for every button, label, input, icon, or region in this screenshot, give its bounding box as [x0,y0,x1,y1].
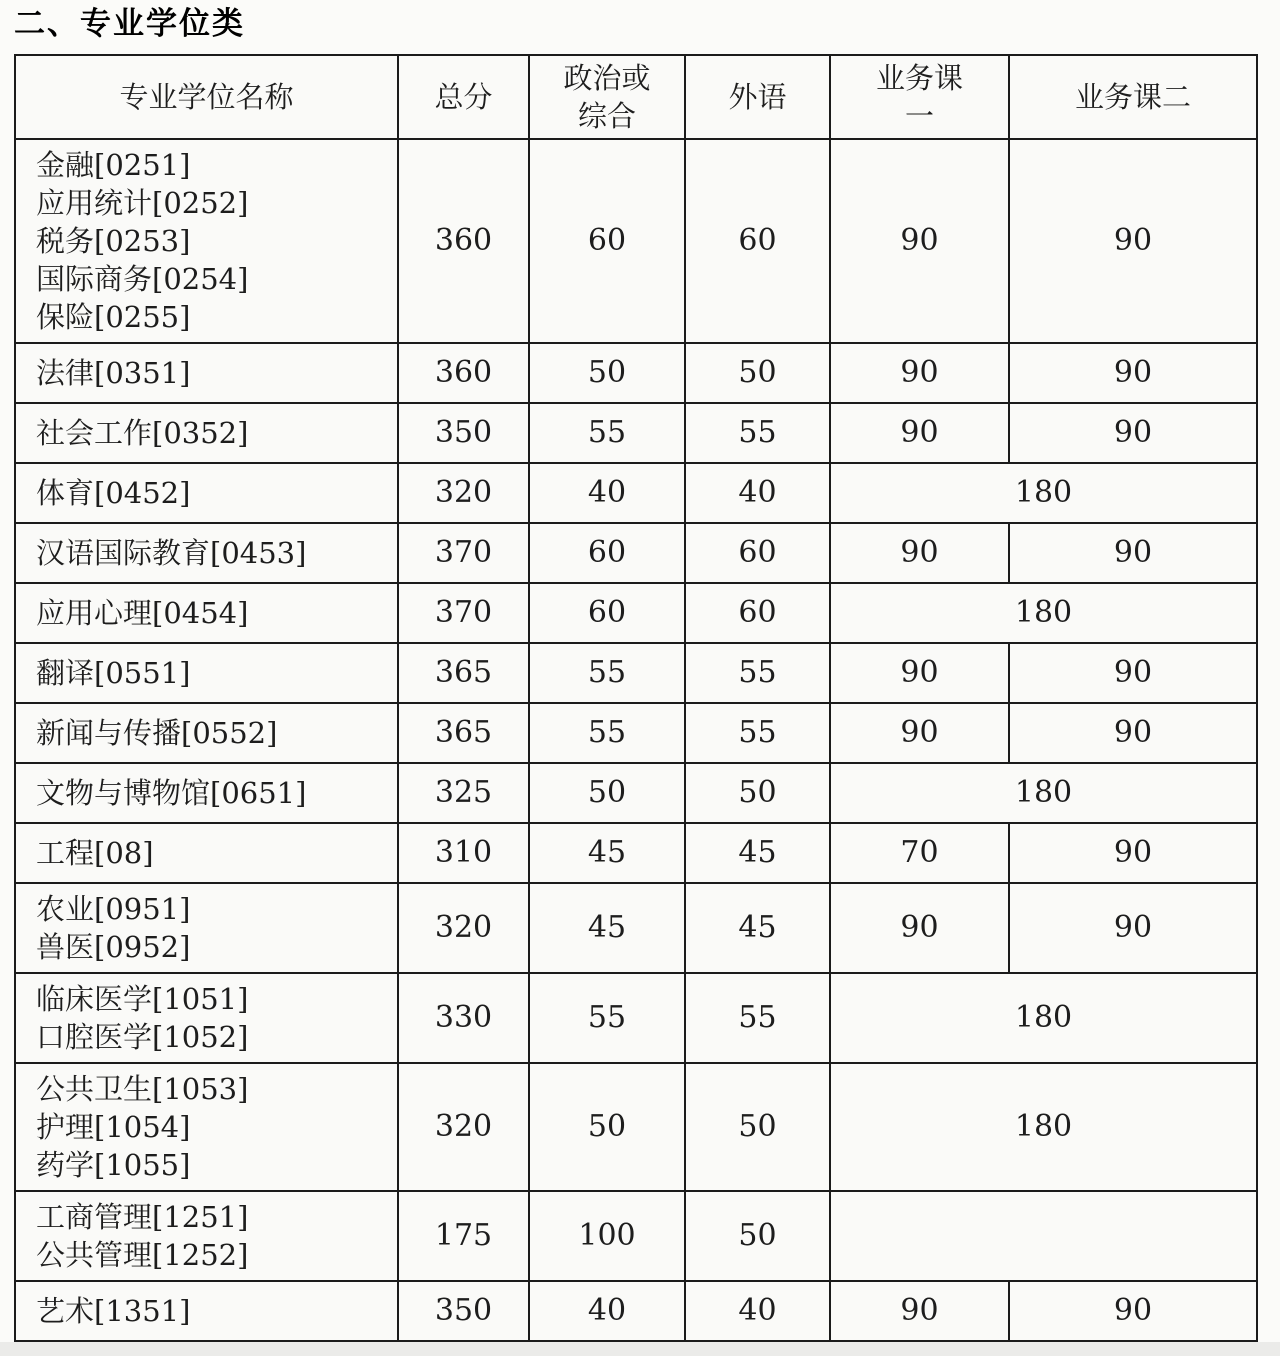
table-row [15,823,1257,883]
degree-name: 工商管理[1251] [36,1200,249,1234]
course1-cell: 90 [830,1281,1009,1341]
total-score-cell: 320 [398,463,529,523]
degree-name-cell [15,1063,398,1191]
total-score-cell: 330 [398,973,529,1063]
politics-or-comprehensive-cell: 50 [529,343,685,403]
degree-name: 农业[0951] [36,892,191,926]
politics-or-comprehensive-cell: 60 [529,583,685,643]
foreign-language-cell: 40 [685,1281,830,1341]
politics-or-comprehensive-cell: 40 [529,1281,685,1341]
table-row [15,763,1257,823]
course1-cell: 90 [830,403,1009,463]
column-header-line: 政治或 [563,61,651,95]
column-header-foreign-language [685,55,830,139]
total-score-cell: 175 [398,1191,529,1281]
politics-or-comprehensive-cell: 45 [529,883,685,973]
degree-name: 国际商务[0254] [36,262,249,296]
course1-cell: 90 [830,343,1009,403]
foreign-language-cell: 55 [685,643,830,703]
degree-name: 法律[0351] [36,356,191,390]
politics-or-comprehensive-cell: 40 [529,463,685,523]
table-row [15,643,1257,703]
course2-cell: 90 [1009,403,1257,463]
politics-or-comprehensive-cell: 60 [529,523,685,583]
total-score-cell: 370 [398,583,529,643]
degree-name: 汉语国际教育[0453] [36,536,307,570]
column-header-course2 [1009,55,1257,139]
foreign-language-cell: 55 [685,973,830,1063]
header-row [15,55,1257,139]
course1-cell: 90 [830,703,1009,763]
degree-name-cell [15,583,398,643]
total-score-cell: 320 [398,883,529,973]
degree-name: 工程[08] [36,836,154,870]
degree-name-cell [15,973,398,1063]
course2-cell: 90 [1009,703,1257,763]
degree-name: 翻译[0551] [36,656,191,690]
foreign-language-cell: 50 [685,1063,830,1191]
bottom-band [0,1342,1280,1356]
course2-cell: 90 [1009,523,1257,583]
politics-or-comprehensive-cell: 50 [529,763,685,823]
politics-or-comprehensive-cell: 55 [529,973,685,1063]
degree-name: 应用心理[0454] [36,596,249,630]
degree-name: 药学[1055] [36,1148,191,1182]
degree-name: 体育[0452] [36,476,191,510]
course-merged-cell: 180 [830,463,1257,523]
politics-or-comprehensive-cell: 45 [529,823,685,883]
column-header-line: 外语 [728,80,787,114]
table-row [15,343,1257,403]
total-score-cell: 360 [398,343,529,403]
total-score-cell: 370 [398,523,529,583]
politics-or-comprehensive-cell: 100 [529,1191,685,1281]
course1-cell: 70 [830,823,1009,883]
table-row [15,139,1257,343]
foreign-language-cell: 60 [685,583,830,643]
degree-name-cell [15,1281,398,1341]
column-header-line: 专业学位名称 [119,80,294,114]
foreign-language-cell: 55 [685,403,830,463]
table-row [15,463,1257,523]
column-header-line: 一 [904,99,934,133]
total-score-cell: 350 [398,1281,529,1341]
page-title: 二、专业学位类 [14,6,245,42]
table-row [15,403,1257,463]
politics-or-comprehensive-cell: 55 [529,643,685,703]
table-row [15,523,1257,583]
degree-name-cell [15,523,398,583]
course1-cell: 90 [830,883,1009,973]
column-header-politics-or-comprehensive [529,55,685,139]
degree-name-cell [15,139,398,343]
course2-cell: 90 [1009,883,1257,973]
column-header-degree-name [15,55,398,139]
degree-name: 公共卫生[1053] [36,1072,249,1106]
table-row [15,973,1257,1063]
degree-name: 兽医[0952] [36,930,191,964]
column-header-total [398,55,529,139]
degree-name-cell [15,823,398,883]
foreign-language-cell: 60 [685,523,830,583]
degree-name-cell [15,643,398,703]
course-merged-cell: 180 [830,763,1257,823]
foreign-language-cell: 50 [685,763,830,823]
degree-name: 社会工作[0352] [36,416,249,450]
politics-or-comprehensive-cell: 55 [529,403,685,463]
total-score-cell: 365 [398,703,529,763]
column-header-line: 业务课二 [1074,80,1191,114]
foreign-language-cell: 55 [685,703,830,763]
total-score-cell: 350 [398,403,529,463]
foreign-language-cell: 50 [685,1191,830,1281]
course-merged-cell: 180 [830,1063,1257,1191]
table-row [15,1063,1257,1191]
table-row [15,1281,1257,1341]
degree-name: 税务[0253] [36,224,191,258]
course1-cell: 90 [830,139,1009,343]
foreign-language-cell: 50 [685,343,830,403]
degree-name: 文物与博物馆[0651] [36,776,307,810]
score-table [14,54,1258,1342]
degree-name-cell [15,343,398,403]
column-header-line: 总分 [434,80,493,114]
degree-name-cell [15,463,398,523]
degree-name: 艺术[1351] [36,1294,191,1328]
course2-cell: 90 [1009,1281,1257,1341]
column-header-line: 综合 [577,99,636,133]
table-row [15,883,1257,973]
course-merged-cell [830,1191,1257,1281]
degree-name-cell [15,1191,398,1281]
total-score-cell: 365 [398,643,529,703]
degree-name: 口腔医学[1052] [36,1020,249,1054]
course-merged-cell: 180 [830,973,1257,1063]
degree-name-cell [15,703,398,763]
degree-name-cell [15,403,398,463]
foreign-language-cell: 40 [685,463,830,523]
table-row [15,703,1257,763]
degree-name: 新闻与传播[0552] [36,716,278,750]
course2-cell: 90 [1009,823,1257,883]
course2-cell: 90 [1009,139,1257,343]
course1-cell: 90 [830,643,1009,703]
politics-or-comprehensive-cell: 60 [529,139,685,343]
degree-name: 保险[0255] [36,300,191,334]
page [0,6,1280,1342]
foreign-language-cell: 60 [685,139,830,343]
course2-cell: 90 [1009,343,1257,403]
degree-name: 金融[0251] [36,148,191,182]
table-row [15,583,1257,643]
degree-name-cell [15,883,398,973]
total-score-cell: 310 [398,823,529,883]
foreign-language-cell: 45 [685,823,830,883]
column-header-course1 [830,55,1009,139]
degree-name-cell [15,763,398,823]
total-score-cell: 360 [398,139,529,343]
degree-name: 临床医学[1051] [36,982,249,1016]
total-score-cell: 320 [398,1063,529,1191]
politics-or-comprehensive-cell: 55 [529,703,685,763]
degree-name: 应用统计[0252] [36,186,249,220]
foreign-language-cell: 45 [685,883,830,973]
degree-name: 公共管理[1252] [36,1238,249,1272]
politics-or-comprehensive-cell: 50 [529,1063,685,1191]
course1-cell: 90 [830,523,1009,583]
total-score-cell: 325 [398,763,529,823]
column-header-line: 业务课 [875,61,963,95]
degree-name: 护理[1054] [36,1110,191,1144]
course2-cell: 90 [1009,643,1257,703]
course-merged-cell: 180 [830,583,1257,643]
table-row [15,1191,1257,1281]
